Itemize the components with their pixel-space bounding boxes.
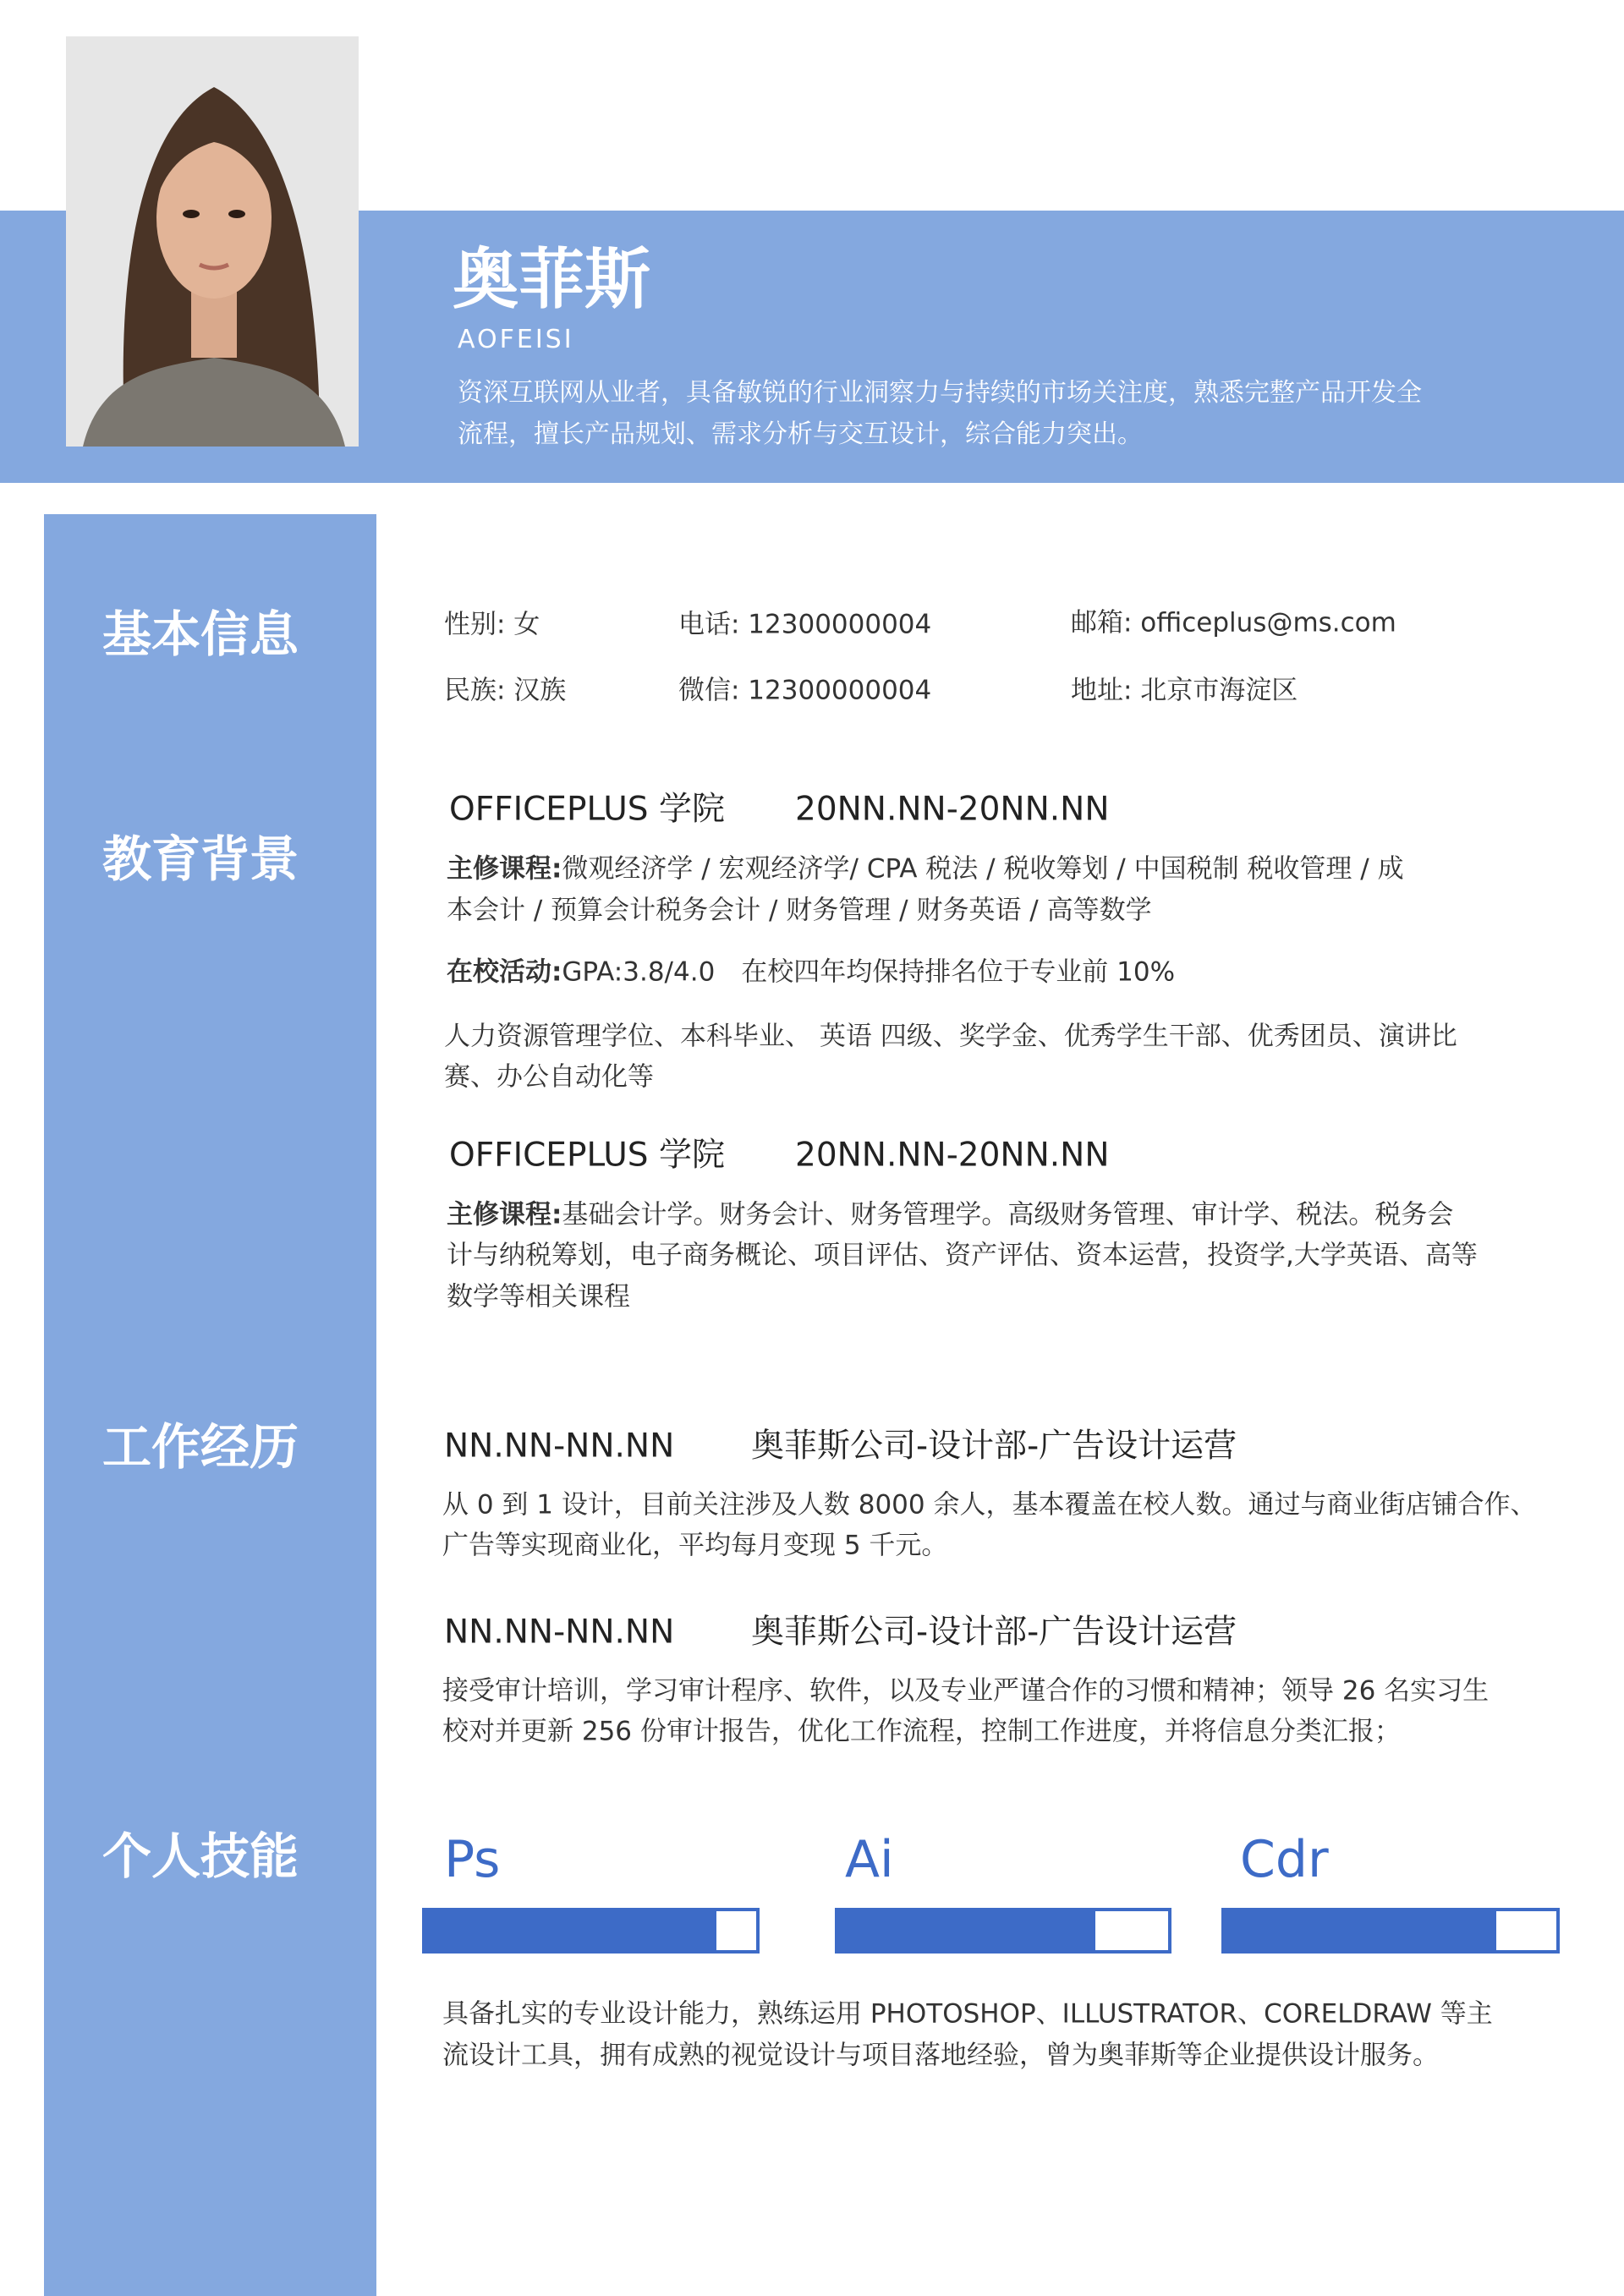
activity-label: 在校活动: <box>447 956 562 988</box>
skill-ai-bar <box>835 1908 1171 1954</box>
summary-line-1: 资深互联网从业者，具备敏锐的行业洞察力与持续的市场关注度，熟悉完整产品开发全 <box>458 378 1422 408</box>
courses-label: 主修课程: <box>447 1199 562 1230</box>
edu2-date: 20NN.NN-20NN.NN <box>795 1136 1110 1175</box>
edu2-courses-1: 主修课程:基础会计学。财务会计、财务管理学。高级财务管理、审计学、税法。税务会 <box>447 1199 1454 1230</box>
work2-date: NN.NN-NN.NN <box>444 1613 675 1652</box>
skill-ps-label: Ps <box>444 1830 501 1889</box>
sidebar <box>44 514 376 2296</box>
skills-desc-2: 流设计工具，拥有成熟的视觉设计与项目落地经验，曾为奥菲斯等企业提供设计服务。 <box>442 2040 1439 2071</box>
work2-desc-1: 接受审计培训，学习审计程序、软件，以及专业严谨合作的习惯和精神；领导 26 名实习生 <box>442 1675 1490 1707</box>
edu1-extra-2: 赛、办公自动化等 <box>444 1061 654 1093</box>
address: 地址: 北京市海淀区 <box>1071 675 1298 706</box>
skill-ps-fill <box>425 1911 716 1950</box>
skill-cdr-fill <box>1225 1911 1496 1950</box>
edu1-school: OFFICEPLUS 学院 <box>449 790 725 829</box>
email: 邮箱: officeplus@ms.com <box>1071 607 1396 638</box>
edu1-date: 20NN.NN-20NN.NN <box>795 790 1110 829</box>
work1-title: 奥菲斯公司-设计部-广告设计运营 <box>751 1427 1237 1466</box>
section-skills-heading: 个人技能 <box>102 1827 299 1885</box>
wechat: 微信: 12300000004 <box>678 675 932 706</box>
name: 奥菲斯 <box>453 242 651 318</box>
name-pinyin: AOFEISI <box>458 325 574 354</box>
edu2-school: OFFICEPLUS 学院 <box>449 1136 725 1175</box>
edu1-courses-1: 主修课程:微观经济学 / 宏观经济学/ CPA 税法 / 税收筹划 / 中国税制 税收管理 / 成 <box>447 853 1404 885</box>
skills-desc-1: 具备扎实的专业设计能力，熟练运用 PHOTOSHOP、ILLUSTRATOR、CORELDRAW 等主 <box>442 1998 1493 2030</box>
edu2-courses-2: 计与纳税筹划，电子商务概论、项目评估、资产评估、资本运营，投资学,大学英语、高等 <box>447 1240 1478 1271</box>
skill-ai-fill <box>838 1911 1095 1950</box>
ethnicity: 民族: 汉族 <box>444 675 567 706</box>
skill-cdr-label: Cdr <box>1240 1830 1329 1889</box>
gender: 性别: 女 <box>444 609 540 640</box>
courses-label: 主修课程: <box>447 853 562 885</box>
section-work-heading: 工作经历 <box>102 1418 299 1476</box>
phone: 电话: 12300000004 <box>678 609 932 640</box>
section-basic-heading: 基本信息 <box>102 606 299 663</box>
summary-line-2: 流程，擅长产品规划、需求分析与交互设计，综合能力突出。 <box>458 419 1143 449</box>
work1-date: NN.NN-NN.NN <box>444 1427 675 1466</box>
work1-desc-1: 从 0 到 1 设计，目前关注涉及人数 8000 余人，基本覆盖在校人数。通过与商业街店铺合作、 <box>442 1489 1537 1521</box>
skill-ps-bar <box>422 1908 760 1954</box>
skill-cdr-bar <box>1221 1908 1560 1954</box>
section-education-heading: 教育背景 <box>102 830 299 888</box>
profile-photo <box>66 36 359 447</box>
work1-desc-2: 广告等实现商业化，平均每月变现 5 千元。 <box>442 1530 948 1561</box>
edu1-extra-1: 人力资源管理学位、本科毕业、 英语 四级、奖学金、优秀学生干部、优秀团员、演讲比 <box>444 1021 1457 1052</box>
edu1-activity: 在校活动:GPA:3.8/4.0 在校四年均保持排名位于专业前 10% <box>447 956 1176 988</box>
work2-title: 奥菲斯公司-设计部-广告设计运营 <box>751 1613 1237 1652</box>
edu2-courses-3: 数学等相关课程 <box>447 1281 630 1312</box>
edu1-courses-2: 本会计 / 预算会计税务会计 / 财务管理 / 财务英语 / 高等数学 <box>447 895 1152 926</box>
work2-desc-2: 校对并更新 256 份审计报告，优化工作流程，控制工作进度，并将信息分类汇报； <box>442 1716 1401 1747</box>
skill-ai-label: Ai <box>845 1830 894 1889</box>
